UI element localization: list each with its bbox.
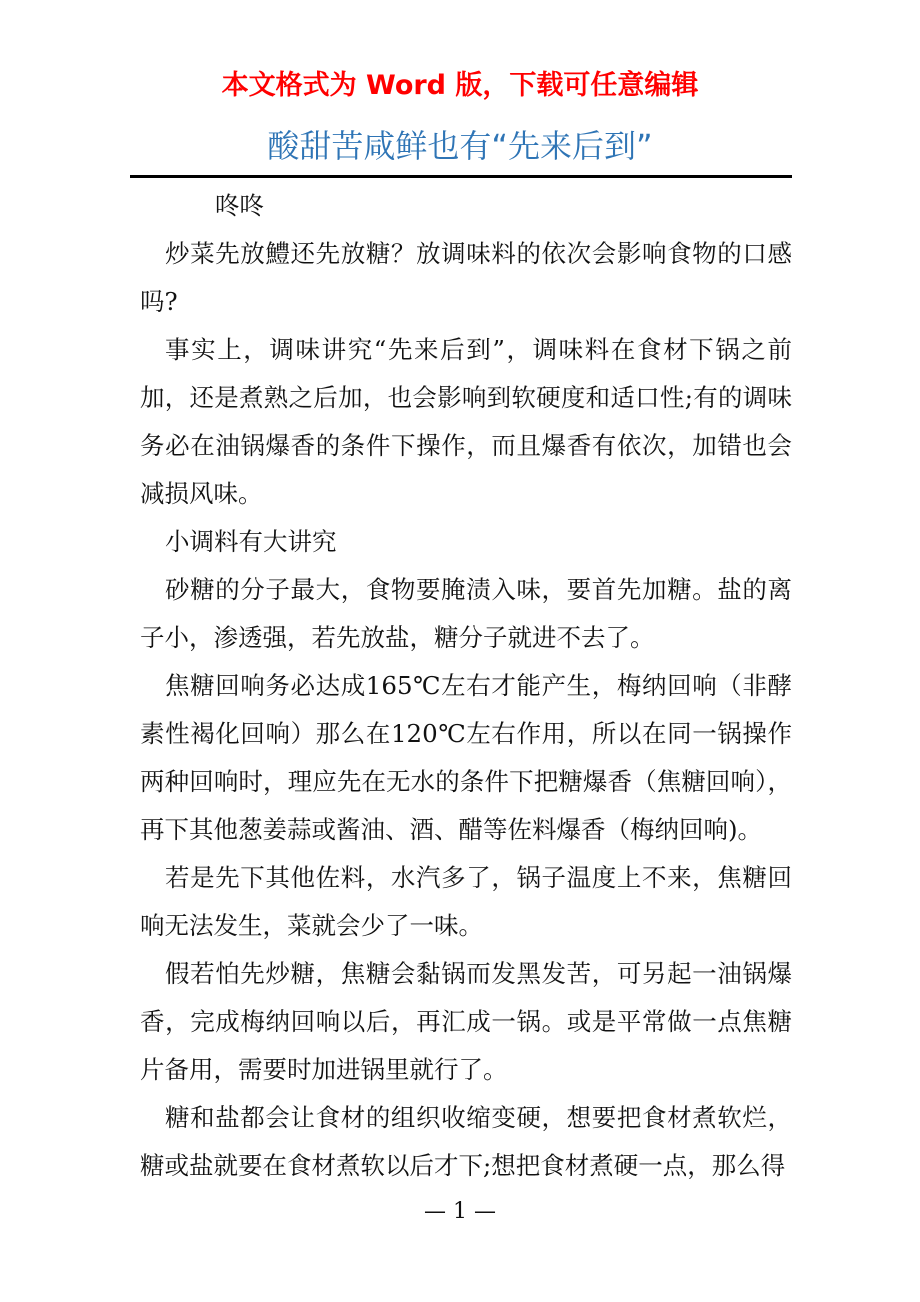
page-number: — 1 — [424, 1199, 496, 1224]
header-divider [130, 175, 792, 178]
author: 咚咚 [215, 191, 264, 220]
paragraph: 若是先下其他佐料，水汽多了，锅子温度上不来，焦糖回响无法发生，菜就会少了一味。 [140, 863, 792, 940]
section-heading: 小调料有大讲究 [165, 527, 337, 556]
paragraph: 焦糖回响务必达成165℃左右才能产生，梅纳回响（非酵素性褐化回响）那么在120℃左右作用，所以在同一锅操作两种回响时，理应先在无水的条件下把糖爆香（焦糖回响），再下其他葱姜蒜或酱油、酒、醋等佐料爆香（梅纳回响)。 [140, 671, 792, 844]
paragraph: 砂糖的分子最大，食物要腌渍入味，要首先加糖。盐的离子小，渗透强，若先放盐，糖分子就进不去了。 [140, 575, 792, 652]
paragraph: 事实上，调味讲究“先来后到”，调味料在食材下锅之前加，还是煮熟之后加，也会影响到软硬度和适口性;有的调味务必在油锅爆香的条件下操作，而且爆香有依次，加错也会减损风味。 [140, 335, 792, 508]
document-body [140, 182, 792, 1190]
document-title: 酸甜苦咸鲜也有“先来后到” [267, 127, 653, 165]
paragraph: 糖和盐都会让食材的组织收缩变硬，想要把食材煮软烂，糖或盐就要在食材煮软以后才下;想把食材煮硬一点，那么得 [140, 1103, 792, 1180]
paragraph: 炒菜先放鱧还先放糖？放调味料的依次会影响食物的口感吗? [140, 239, 792, 316]
paragraph: 假若怕先炒糖，焦糖会黏锅而发黑发苦，可另起一油锅爆香，完成梅纳回响以后，再汇成一锅。或是平常做一点焦糖片备用，需要时加进锅里就行了。 [140, 959, 792, 1084]
editable-notice: 本文格式为 Word 版，下载可任意编辑 [221, 70, 699, 101]
